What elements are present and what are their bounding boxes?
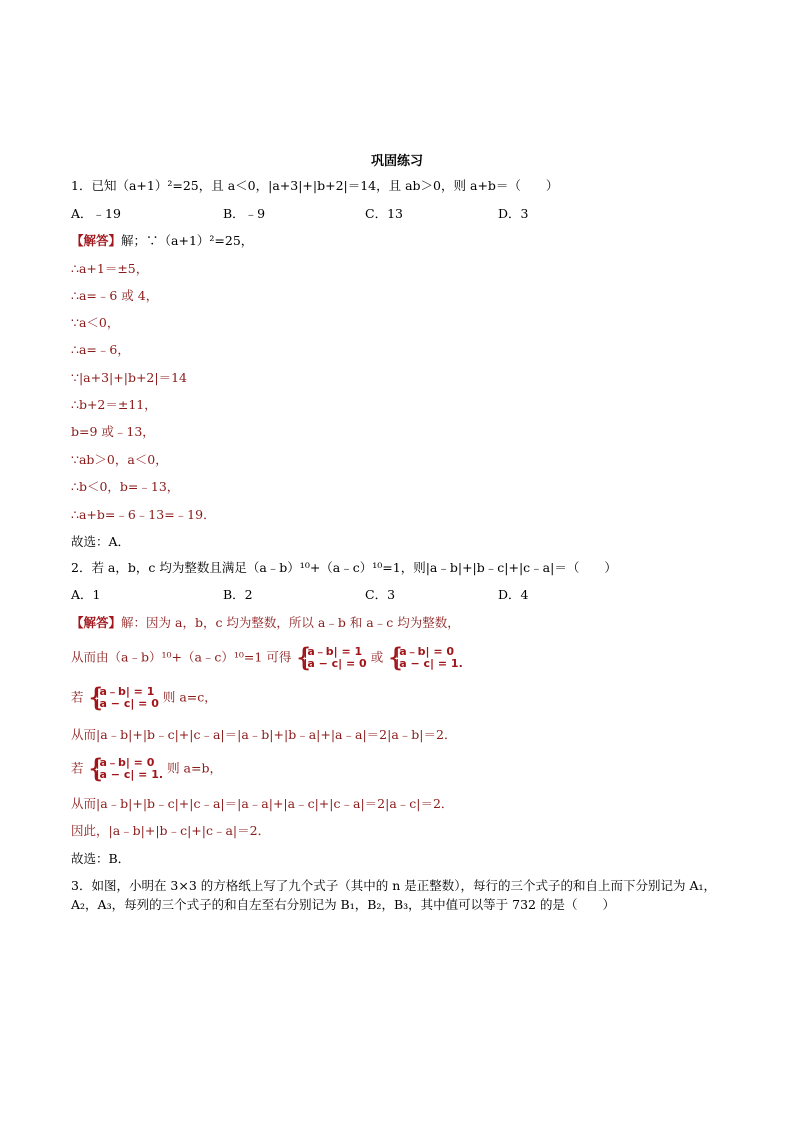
q2-case-2 [71,754,222,784]
q1-option-c: C．13 [365,206,403,221]
q1-answer-line-1: ∴a+1＝±5， [71,261,149,276]
q1-answer-line-8: ∵ab＞0，a＜0， [71,452,168,467]
q2-option-b: B．2 [223,587,253,602]
q1-answer-line-7: b=9 或﹣13， [71,424,155,439]
q1-choice: 故选：A． [71,534,131,549]
q2-case-2-row-1: |a﹣b| = 0 [95,756,155,769]
brace-icon: { [87,754,105,784]
brace-icon: { [387,643,404,673]
q2-case-1-suffix: 则 a=c， [162,689,217,705]
q2-system-b-row-2: |a − c| = 1. [395,657,463,670]
q2-answer-text-0: 解：因为 a，b，c 均为整数，所以 a﹣b 和 a﹣c 均为整数， [121,615,460,630]
q1-answer-line-0 [71,233,253,249]
q2-option-a: A．1 [71,587,101,602]
q2-case-2-suffix: 则 a=b， [167,760,222,776]
q2-case-2-prefix: 若 [71,760,84,776]
q2-case-1-result: 从而|a﹣b|+|b﹣c|+|c﹣a|＝|a﹣b|+|b﹣a|+|a﹣a|＝2|a﹣b|＝2． [71,727,457,742]
q2-answer-line-1 [71,643,463,673]
q2-case-1 [71,683,217,713]
q1-answer-text-0: 解；∵（a+1）²=25， [121,233,254,248]
q2-choice: 故选：B． [71,851,131,866]
q2-answer-line-0 [71,615,460,631]
section-title: 巩固练习 [370,154,423,169]
q2-or-word: 或 [370,649,384,665]
q2-case-2-row-2: |a − c| = 1. [95,768,164,781]
q2-from-prefix: 从而由（a﹣b）¹⁰+（a﹣c）¹⁰=1 可得 [71,649,292,665]
q2-case-2-result: 从而|a﹣b|+|b﹣c|+|c﹣a|＝|a﹣a|+|a﹣c|+|c﹣a|＝2|a﹣c|＝2． [71,796,454,811]
q1-option-a: A．﹣19 [71,206,121,221]
q2-system-a-row-1: |a﹣b| = 1 [303,645,363,658]
q1-answer-line-10: ∴a+b=﹣6﹣13=﹣19． [71,507,216,522]
q1-stem: 1．已知（a+1）²=25，且 a＜0，|a+3|+|b+2|＝14，且 ab＞0，则 a+b＝（ ） [71,178,559,193]
q1-option-b: B．﹣9 [223,206,266,221]
q1-answer-line-5: ∵|a+3|+|b+2|＝14 [71,370,187,385]
brace-icon: { [295,643,312,673]
q2-case-1-prefix: 若 [71,689,84,705]
q2-system-a-row-2: |a − c| = 0 [303,657,367,670]
q2-system-b [387,643,463,673]
q2-case-1-row-1: |a﹣b| = 1 [95,685,155,698]
q2-conclusion: 因此，|a﹣b|+|b﹣c|+|c﹣a|＝2． [71,823,271,838]
brace-icon: { [87,683,105,713]
q1-option-d: D．3 [498,206,529,221]
q3-stem: 3．如图，小明在 3×3 的方格纸上写了九个式子（其中的 n 是正整数），每行的三个式子的和自上而下分别记为 A₁，A₂，A₃，每列的三个式子的和自左至右分别记为 B₁，B₂，B₃，其中值可以等于 732 的是（ ） [71,878,717,912]
q1-answer-line-9: ∴b＜0，b=﹣13， [71,479,180,494]
q1-answer-line-2: ∴a=﹣6 或 4， [71,288,159,303]
q1-answer-line-3: ∵a＜0， [71,315,120,330]
q2-system-b-row-1: |a﹣b| = 0 [395,645,455,658]
q2-option-c: C．3 [365,587,396,602]
q1-answer-tag: 【解答】 [71,233,122,248]
q2-answer-tag: 【解答】 [71,615,122,630]
q2-case-2-system [87,754,164,784]
q2-case-1-system [87,683,159,713]
q2-system-a [295,643,367,673]
q2-stem: 2．若 a，b，c 均为整数且满足（a﹣b）¹⁰+（a﹣c）¹⁰=1，则|a﹣b|+|b﹣c|+|c﹣a|＝（ ） [71,560,617,575]
q2-option-d: D．4 [498,587,529,602]
q1-answer-line-4: ∴a=﹣6， [71,342,130,357]
q1-answer-line-6: ∴b+2＝±11， [71,397,157,412]
q2-case-1-row-2: |a − c| = 0 [95,697,159,710]
